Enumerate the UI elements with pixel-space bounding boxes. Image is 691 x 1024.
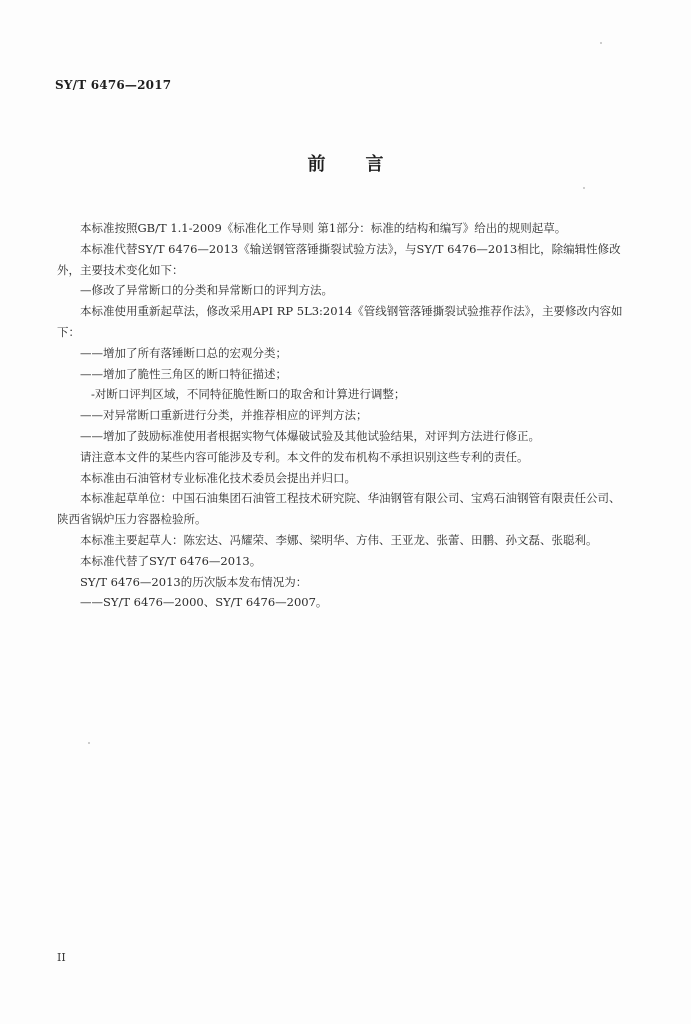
list-item-modification: ——增加了所有落锤断口总的宏观分类； — [80, 345, 287, 360]
paragraph-supersedes: 本标准代替了SY/T 6476—2013。 — [80, 553, 262, 568]
list-item-change: —修改了异常断口的分类和异常断口的评判方法。 — [80, 283, 333, 298]
list-item-history: ——SY/T 6476—2000、SY/T 6476—2007。 — [80, 595, 328, 610]
page-number: II — [57, 951, 66, 964]
paragraph-drafting-units: 本标准起草单位：中国石油集团石油管工程技术研究院、华油钢管有限公司、宝鸡石油钢管有限责任公司、陕西省锅炉压力容器检验所。 — [57, 491, 621, 527]
paragraph-replacement: 本标准代替SY/T 6476—2013《输送钢管落锤撕裂试验方法》，与SY/T 6476—2013相比，除编辑性修改外，主要技术变化如下： — [57, 241, 621, 277]
preface-body — [57, 218, 629, 613]
list-item-modification: ——增加了鼓励标准使用者根据实物气体爆破试验及其他试验结果，对评判方法进行修正。 — [80, 428, 540, 443]
scan-speck — [600, 42, 602, 44]
list-item-modification: -对断口评判区域，不同特征脆性断口的取舍和计算进行调整； — [91, 387, 406, 402]
paragraph-history-intro: SY/T 6476—2013的历次版本发布情况为： — [80, 574, 308, 589]
scan-speck — [88, 742, 90, 744]
list-item-modification: ——增加了脆性三角区的断口特征描述； — [80, 366, 287, 381]
paragraph-adoption: 本标准使用重新起草法，修改采用API RP 5L3:2014《管线钢管落锤撕裂试验推荐作法》，主要修改内容如下： — [57, 304, 623, 339]
paragraph-drafting-rules: 本标准按照GB/T 1.1-2009《标准化工作导则 第1部分：标准的结构和编写》给出的规则起草。 — [80, 221, 567, 235]
scan-speck — [583, 187, 585, 189]
paragraph-drafters: 本标准主要起草人：陈宏达、冯耀荣、李娜、梁明华、方伟、王亚龙、张蕾、田鹏、孙文磊、张聪利。 — [80, 532, 598, 547]
paragraph-patent-notice: 请注意本文件的某些内容可能涉及专利。本文件的发布机构不承担识别这些专利的责任。 — [80, 449, 529, 464]
standard-code-header: SY/T 6476—2017 — [55, 78, 172, 92]
paragraph-proposer: 本标准由石油管材专业标准化技术委员会提出并归口。 — [80, 470, 356, 485]
page-title: 前言 — [307, 154, 424, 175]
list-item-modification: ——对异常断口重新进行分类，并推荐相应的评判方法； — [80, 408, 368, 423]
